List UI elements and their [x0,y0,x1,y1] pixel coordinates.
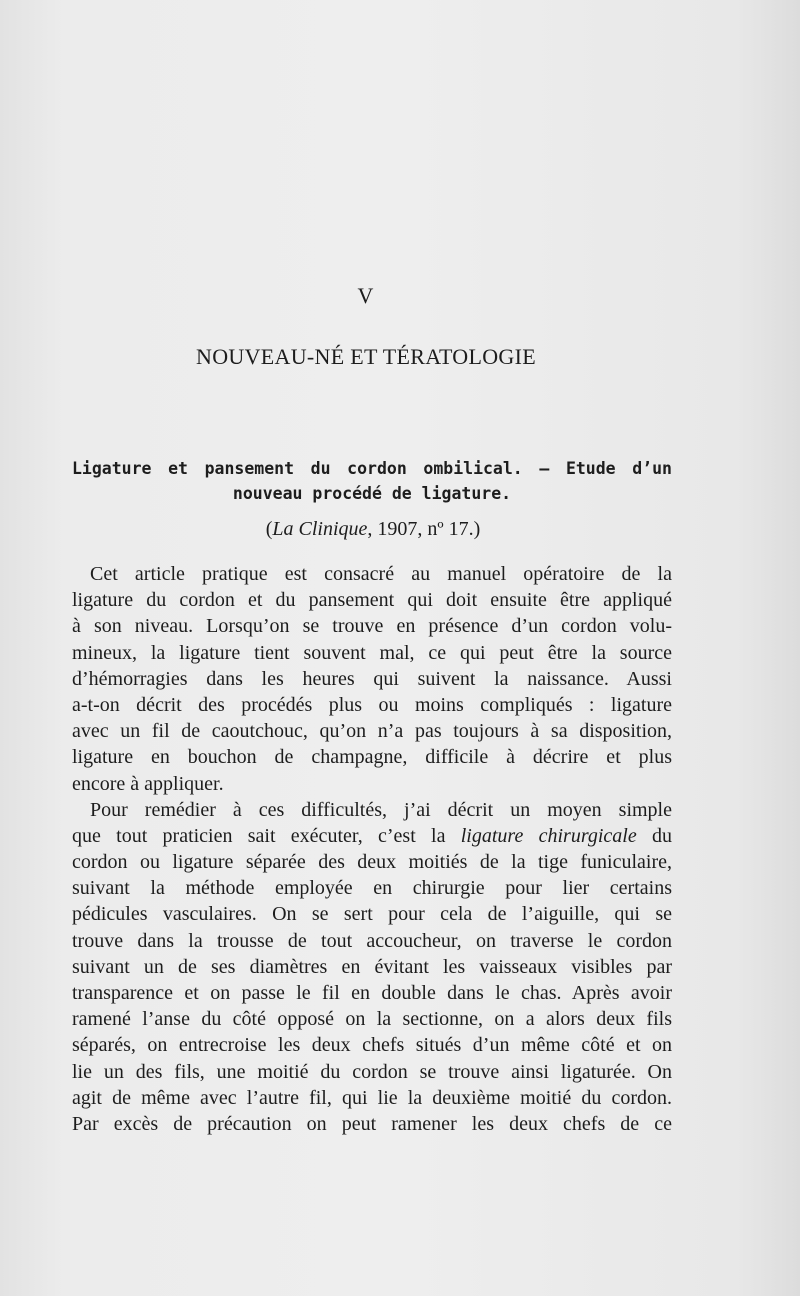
body-line: suivant un de ses diamètres en évitant les vaisseaux visibles par [72,955,672,978]
body-line-segment: du [652,824,673,847]
body-line: Pour remédier à ces difficultés, j’ai décrit un moyen simple [90,798,672,821]
body-line: pédicules vasculaires. On se sert pour cela de l’aiguille, qui se [72,903,672,926]
body-line: Cet article pratique est consacré au manuel opératoire de la [90,563,672,585]
body-line: lie un des fils, une moitié du cordon se trouve ainsi ligaturée. On [72,1060,672,1083]
body-line: avec un fil de caoutchouc, qu’on n’a pas toujours à sa disposition, [72,720,672,743]
body-line: ligature du cordon et du pansement qui doit ensuite être appliqué [72,589,672,612]
body-line: à son niveau. Lorsqu’on se trouve en présence d’un cordon volu- [72,615,672,638]
article-citation [0,518,746,541]
body-line-italic: ligature chirurgicale [460,824,637,847]
body-line: ligature en bouchon de champagne, difficile à décrire et plus [72,746,672,769]
article-title-line-2: nouveau procédé de ligature. [232,484,512,503]
chapter-title: NOUVEAU-NÉ ET TÉRATOLOGIE [196,344,536,369]
chapter-number: V [357,283,375,308]
article-title-line-1: Ligature et pansement du cordon ombilical. — Etude d’un [72,459,672,478]
body-line: d’hémorragies dans les heures qui suivent la naissance. Aussi [72,667,672,690]
body-line: Par excès de précaution on peut ramener les deux chefs de ce [72,1112,672,1135]
citation-open: ( [265,518,273,540]
body-line-segment: que tout praticien sait exécuter, c’est la [72,824,446,847]
body-line: transparence et on passe le fil en double dans le chas. Après avoir [72,982,672,1004]
citation-journal: La Clinique [272,518,368,540]
body-line: encore à appliquer. [72,772,224,795]
body-line: mineux, la ligature tient souvent mal, ce qui peut être la source [72,641,672,664]
body-line: trouve dans la trousse de tout accoucheur, on traverse le cordon [72,929,672,952]
body-line: a-t-on décrit des procédés plus ou moins compliqués : ligature [72,693,672,716]
citation-details: , 1907, nº 17.) [367,518,481,540]
body-line: agit de même avec l’autre fil, qui lie la deuxième moitié du cordon. [72,1086,672,1109]
body-line: suivant la méthode employée en chirurgie pour lier certains [72,877,672,900]
body-line: ramené l’anse du côté opposé on la sectionne, on a alors deux fils [72,1008,672,1031]
article-body [72,561,672,1137]
body-line: séparés, on entrecroise les deux chefs situés d’un même côté et on [72,1034,672,1057]
body-line-mixed [72,823,672,849]
article-title [72,456,672,506]
body-line: cordon ou ligature séparée des deux moitiés de la tige funiculaire, [72,851,672,874]
